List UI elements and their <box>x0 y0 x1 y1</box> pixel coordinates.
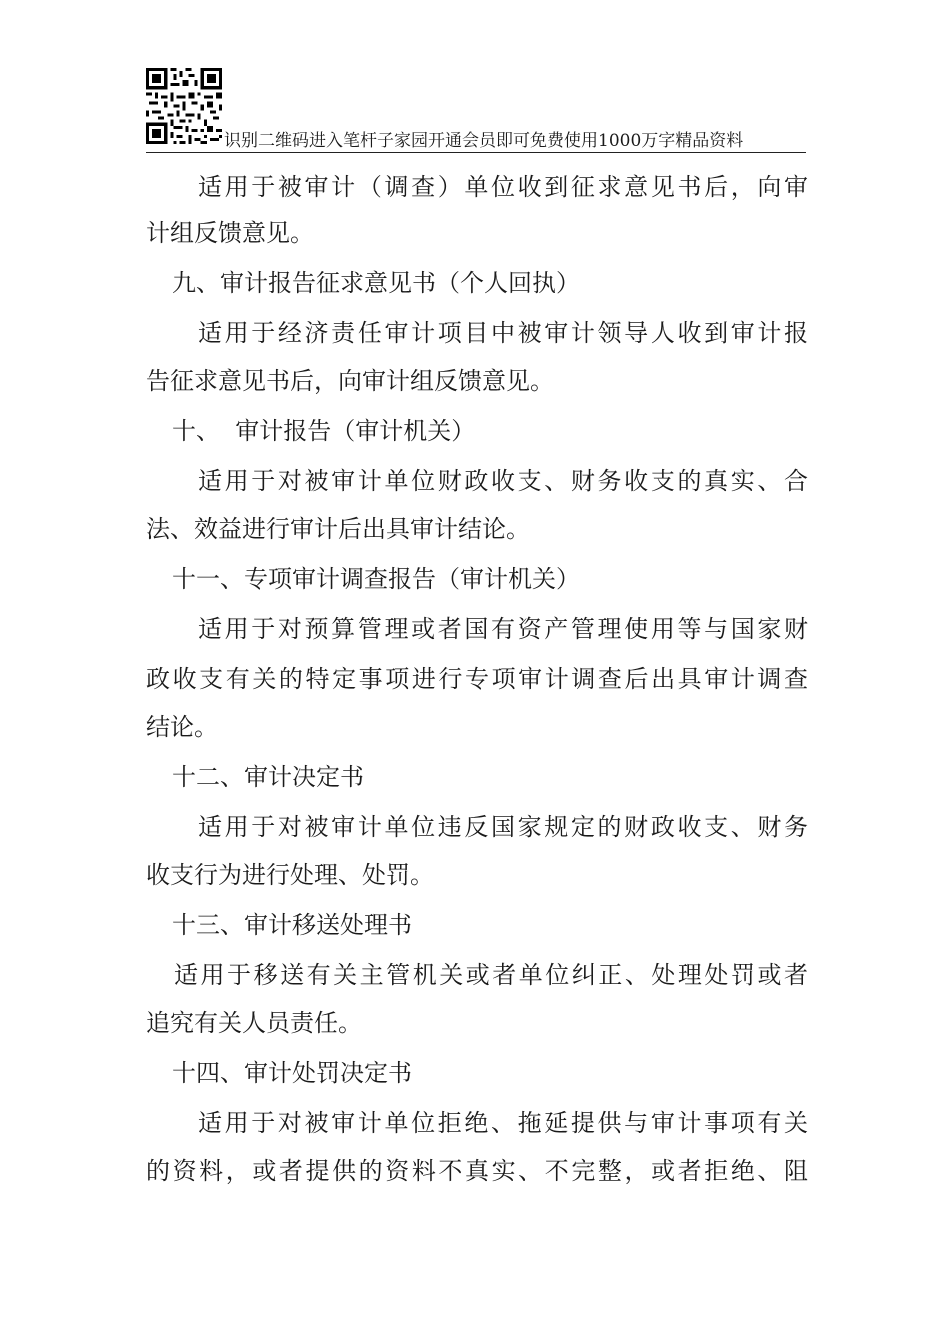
paragraph-line: 的资料，或者提供的资料不真实、不完整，或者拒绝、阻 <box>146 1157 808 1185</box>
paragraph-line: 结论。 <box>146 713 218 741</box>
section-heading-10: 十、 审计报告（审计机关） <box>172 417 476 445</box>
section-heading-13: 十三、审计移送处理书 <box>172 911 412 939</box>
qr-code-icon[interactable] <box>146 68 222 144</box>
paragraph-line: 适用于移送有关主管机关或者单位纠正、处理处罚或者 <box>174 961 808 989</box>
header-divider <box>146 152 806 153</box>
page-header <box>146 68 806 152</box>
paragraph-line: 收支行为进行处理、处罚。 <box>146 861 434 889</box>
paragraph-line: 政收支有关的特定事项进行专项审计调查后出具审计调查 <box>146 665 808 693</box>
section-heading-14: 十四、审计处罚决定书 <box>172 1059 412 1087</box>
paragraph-line: 告征求意见书后，向审计组反馈意见。 <box>146 367 554 395</box>
paragraph-line: 追究有关人员责任。 <box>146 1009 362 1037</box>
paragraph-line: 适用于对被审计单位财政收支、财务收支的真实、合 <box>198 467 808 495</box>
paragraph-line: 计组反馈意见。 <box>146 219 314 247</box>
paragraph-line: 适用于对被审计单位违反国家规定的财政收支、财务 <box>198 813 808 841</box>
paragraph-line: 适用于对被审计单位拒绝、拖延提供与审计事项有关 <box>198 1109 808 1137</box>
paragraph-line: 法、效益进行审计后出具审计结论。 <box>146 515 530 543</box>
section-heading-12: 十二、审计决定书 <box>172 763 364 791</box>
paragraph-line: 适用于对预算管理或者国有资产管理使用等与国家财 <box>198 615 808 643</box>
paragraph-line: 适用于被审计（调查）单位收到征求意见书后，向审 <box>198 173 808 201</box>
section-heading-9: 九、审计报告征求意见书（个人回执） <box>172 269 580 297</box>
header-promo-text: 识别二维码进入笔杆子家园开通会员即可免费使用1000万字精品资料 <box>224 131 744 151</box>
section-heading-11: 十一、专项审计调查报告（审计机关） <box>172 565 580 593</box>
paragraph-line: 适用于经济责任审计项目中被审计领导人收到审计报 <box>198 319 808 347</box>
